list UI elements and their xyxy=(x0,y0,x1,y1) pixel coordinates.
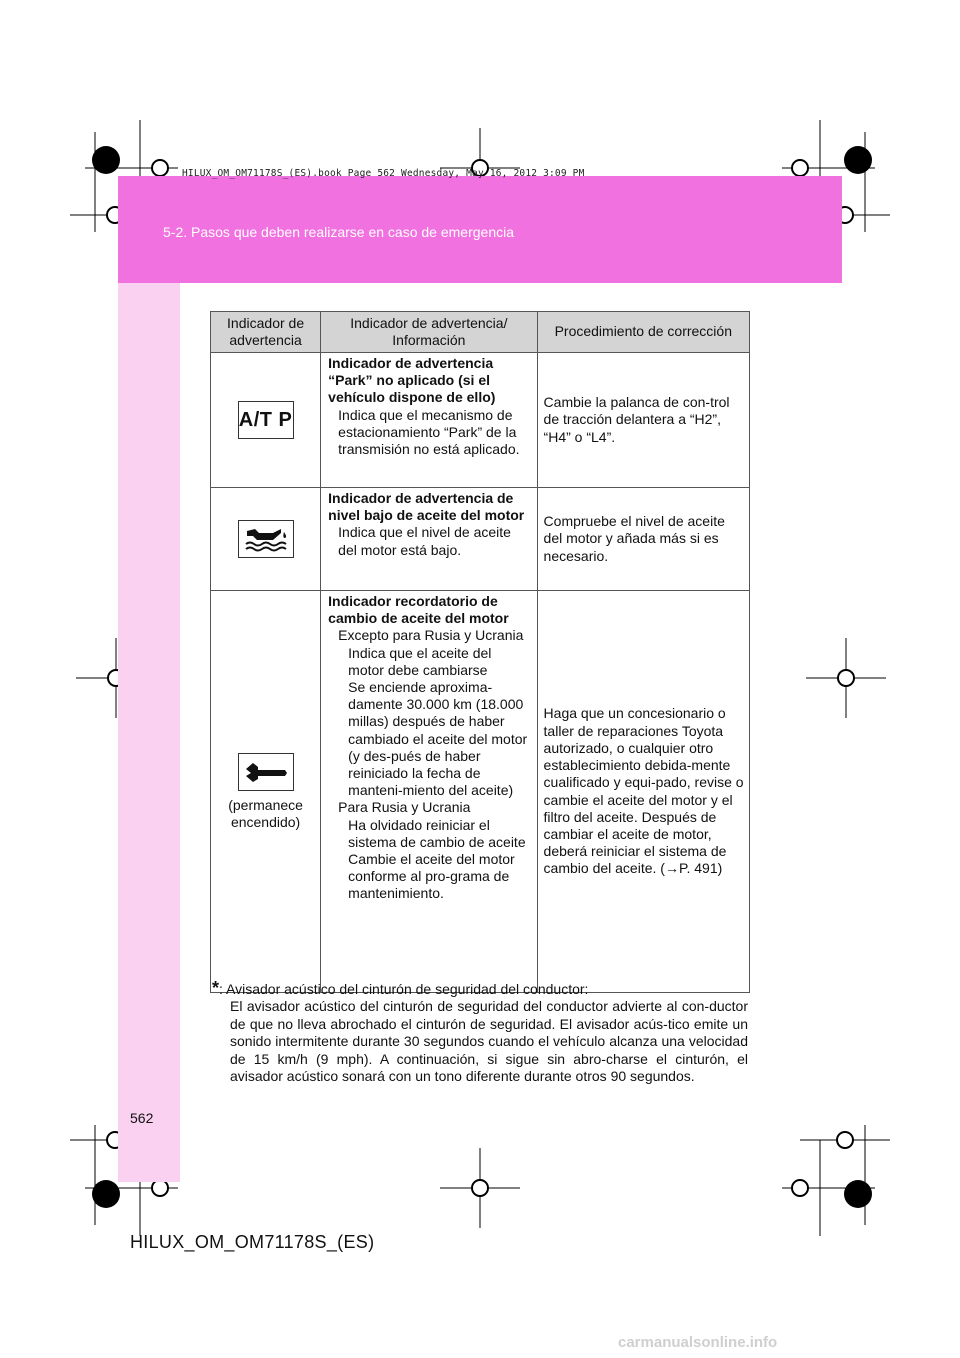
at-p-warning-icon: A/T P xyxy=(238,401,294,439)
column-header-information: Indicador de advertencia/ Información xyxy=(321,312,537,353)
oil-level-warning-icon xyxy=(238,520,294,558)
procedure-cell: Compruebe el nivel de aceite del motor y añada más si es necesario. xyxy=(537,488,749,591)
book-stamp: HILUX_OM_OM71178S_(ES).book Page 562 Wednesday, May 16, 2012 3:09 PM xyxy=(182,168,585,179)
indicator-cell xyxy=(211,353,321,488)
indicator-title: Indicador de advertencia “Park” no aplicado (si el vehículo dispone de ello) xyxy=(328,355,496,406)
region-detail-text: Ha olvidado reiniciar el sistema de cambio de aceite xyxy=(348,816,526,850)
footnote xyxy=(212,980,748,1085)
indicator-detail: Indica que el mecanismo de estacionamiento “Park” de la transmisión no está aplicado. xyxy=(338,406,520,458)
watermark: carmanualsonline.info xyxy=(618,1334,778,1351)
region-detail xyxy=(328,817,530,903)
region-detail-text: Cambie el aceite del motor conforme al pro-grama de mantenimiento. xyxy=(348,851,515,902)
section-title: 5-2. Pasos que deben realizarse en caso de emergencia xyxy=(163,224,514,240)
information-cell xyxy=(321,353,537,488)
footnote-body: El avisador acústico del cinturón de seguridad del conductor advierte al con-ductor de que no lleva abrochado el cinturón de seguridad. El avisador acús-tico emite un sonido intermitente durante 30 segundos cuando el vehículo alcanza una velocidad de 15 km/h (9 mph). A continuación, si sigue sin abro-charse el cinturón, el avisador acústico sonará con un tono diferente durante otros 90 segundos. xyxy=(230,998,748,1085)
information-cell xyxy=(321,591,537,993)
column-header-procedure: Procedimiento de corrección xyxy=(537,312,749,353)
procedure-cell: Cambie la palanca de con-trol de tracción delantera a “H2”, “H4” o “L4”. xyxy=(537,353,749,488)
indicator-cell xyxy=(211,488,321,591)
region-detail-text: Indica que el aceite del motor debe cambiarse xyxy=(348,644,492,678)
indicator-title: Indicador recordatorio de cambio de aceite del motor xyxy=(328,593,509,627)
warning-indicator-table xyxy=(210,311,750,993)
indicator-caption: (permanece encendido) xyxy=(228,796,303,830)
wrench-maintenance-icon xyxy=(238,753,294,791)
table-row xyxy=(211,591,750,993)
information-cell xyxy=(321,488,537,591)
procedure-cell: Haga que un concesionario o taller de reparaciones Toyota autorizado, o cualquier otro establecimiento debida-mente cualificado y equi-pado, revise o cambie el aceite del motor y el filtro del aceite. Después de cambiar el aceite de motor, deberá reiniciar el sistema de cambio del aceite. (→P. 491) xyxy=(537,591,749,993)
indicator-detail: Indica que el nivel de aceite del motor está bajo. xyxy=(338,524,511,558)
indicator-cell xyxy=(211,591,321,993)
table-row xyxy=(211,353,750,488)
page-number: 562 xyxy=(130,1110,154,1126)
region-label: Excepto para Rusia y Ucrania xyxy=(338,627,524,644)
region-label: Para Rusia y Ucrania xyxy=(338,799,471,816)
footnote-lead-text: : Avisador acústico del cinturón de seguridad del conductor: xyxy=(219,981,589,997)
region-detail xyxy=(328,645,530,800)
document-code: HILUX_OM_OM71178S_(ES) xyxy=(130,1232,375,1252)
table-row xyxy=(211,488,750,591)
footnote-marker: * xyxy=(212,978,220,998)
footnote-lead xyxy=(212,980,748,998)
side-color-band xyxy=(118,176,180,1182)
table-header-row xyxy=(211,312,750,353)
region-detail-text: Se enciende aproxima-damente 30.000 km (18.000 millas) después de haber cambiado el aceite del motor (y des-pués de haber reiniciado la fecha de manteni-miento del aceite) xyxy=(348,679,528,799)
indicator-title: Indicador de advertencia de nivel bajo de aceite del motor xyxy=(328,490,525,524)
column-header-indicator: Indicador de advertencia xyxy=(211,312,321,353)
